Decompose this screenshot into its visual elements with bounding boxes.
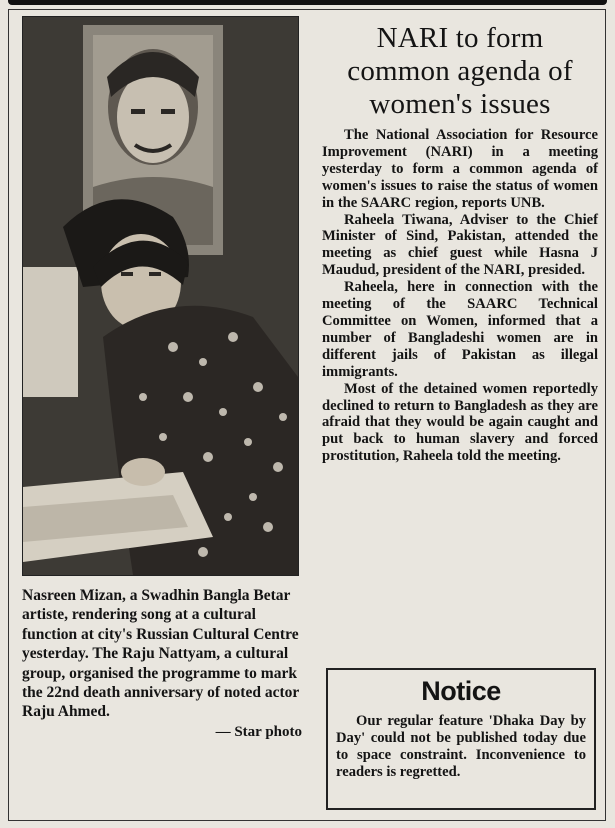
article-paragraph: Most of the detained women reportedly declined to return to Bangladesh as they are afraid that they would be again caught and put back to human slavery and forced prostitution, Raheela told the meeting. — [322, 380, 598, 465]
photo-illustration — [23, 17, 298, 575]
article-paragraph: Raheela Tiwana, Adviser to the Chief Minister of Sind, Pakistan, attended the meeting as chief guest while Hasna J Maudud, president of the NARI, presided. — [322, 211, 598, 279]
article-paragraph: The National Association for Resource Improvement (NARI) in a meeting yesterday to form a common agenda of women's issues to raise the status of women in the SAARC region, reports UNB. — [322, 127, 598, 211]
article-paragraph: Raheela, here in connection with the meeting of the SAARC Technical Committee on Women, informed that a number of Bangladeshi women are in different jails of Pakistan as illegal immigrants. — [322, 279, 598, 380]
article-body — [322, 127, 598, 465]
notice-title: Notice — [421, 676, 501, 706]
photo-credit: — Star photo — [215, 723, 302, 740]
article-headline: NARI to form common agenda of women's issues — [347, 22, 573, 120]
notice-box — [326, 668, 596, 810]
photo-caption: Nasreen Mizan, a Swadhin Bangla Betar artiste, rendering song at a cultural function at city's Russian Cultural Centre yesterday. The Raju Nattyam, a cultural group, organised the programme to mark the 22nd death anniversary of noted actor Raju Ahmed. — [22, 587, 299, 721]
notice-text: Our regular feature 'Dhaka Day by Day' could not be published today due to space constraint. Inconvenience to readers is regretted. — [336, 713, 586, 780]
photo-column — [22, 16, 306, 741]
top-rule — [8, 0, 607, 5]
article-column — [322, 22, 598, 465]
news-photo — [22, 16, 299, 576]
